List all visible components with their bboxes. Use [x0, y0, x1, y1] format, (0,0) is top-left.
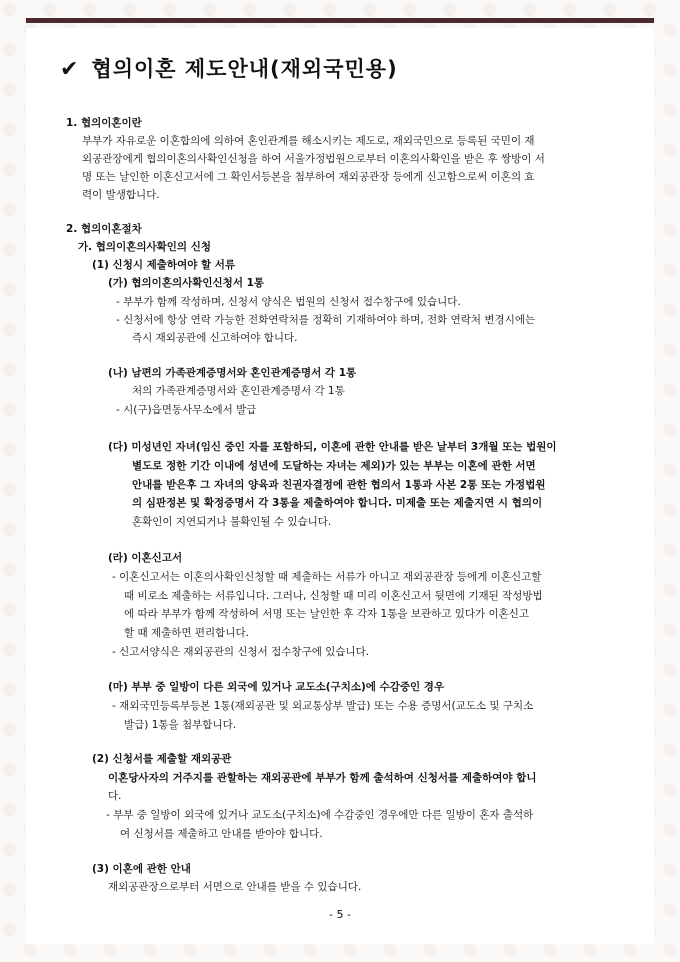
text-line: (1) 신청시 제출하여야 할 서류: [92, 259, 236, 271]
text-line: (라) 이혼신고서: [108, 552, 183, 564]
text-line: 가. 협의이혼의사확인의 신청: [78, 241, 212, 253]
text-line: 에 따라 부부가 함께 작성하여 서명 또는 날인한 후 각자 1통을 보관하고 있다가 이혼신고: [124, 608, 530, 620]
text-line: - 신고서양식은 재외공관의 신청서 접수창구에 있습니다.: [112, 646, 370, 658]
text-line: 력이 발생합니다.: [82, 189, 160, 201]
text-line: - 시(구)읍면동사무소에서 발급: [116, 404, 257, 416]
text-line: (나) 남편의 가족관계증명서와 혼인관계증명서 각 1통: [108, 367, 357, 379]
text-line: 1. 협의이혼이란: [66, 117, 142, 129]
text-line: 할 때 제출하면 편리합니다.: [124, 627, 249, 639]
page-title-text: 협의이혼 제도안내(재외국민용): [91, 57, 398, 81]
text-line: 외공관장에게 협의이혼의사확인신청을 하여 서울가정법원으로부터 이혼의사확인을 받은 후 쌍방이 서: [82, 153, 545, 165]
text-line: - 이혼신고서는 이혼의사확인신청할 때 제출하는 서류가 아니고 재외공관장 등에게 이혼신고할: [112, 571, 542, 583]
text-line: (다) 미성년인 자녀(임신 중인 자를 포함하되, 이혼에 관한 안내를 받은 날부터 3개월 또는 법원이: [108, 441, 557, 453]
text-line: - 부부 중 일방이 외국에 있거나 교도소(구치소)에 수감중인 경우에만 다른 일방이 혼자 출석하: [106, 809, 534, 821]
text-line: 부부가 자유로운 이혼합의에 의하여 혼인관계를 해소시키는 제도로, 재외국민으로 등록된 국민이 재: [82, 135, 535, 147]
text-line: 별도로 정한 기간 이내에 성년에 도달하는 자녀는 제외)가 있는 부부는 이혼에 관한 서면: [132, 460, 536, 472]
text-line: (2) 신청서를 제출할 재외공관: [92, 753, 232, 765]
text-line: - 신청서에 항상 연락 가능한 전화연락처를 정확히 기재하여야 하며, 전화 연락처 변경시에는: [116, 314, 536, 326]
text-line: 명 또는 날인한 이혼신고서에 그 확인서등본을 첨부하여 재외공관장 등에게 신고함으로써 이혼의 효: [82, 171, 535, 183]
text-line: 때 비로소 제출하는 서류입니다. 그러나, 신청할 때 미리 이혼신고서 뒷면에 기재된 작성방법: [124, 590, 543, 602]
text-line: (마) 부부 중 일방이 다른 외국에 있거나 교도소(구치소)에 수감중인 경우: [108, 681, 445, 693]
header-bar: [26, 18, 654, 23]
text-line: 재외공관장으로부터 서면으로 안내를 받을 수 있습니다.: [108, 881, 362, 893]
page-title: [60, 53, 398, 83]
check-icon: ✔: [60, 57, 80, 82]
text-line: - 부부가 함께 작성하며, 신청서 양식은 법원의 신청서 접수창구에 있습니다.: [116, 296, 461, 308]
text-line: 처의 가족관계증명서와 혼인관계증명서 각 1통: [132, 385, 345, 397]
text-line: 의 심판정본 및 확정증명서 각 3통을 제출하여야 합니다. 미제출 또는 제출지연 시 협의이: [132, 497, 543, 509]
page-number: - 5 -: [329, 908, 351, 921]
text-line: 즉시 재외공관에 신고하여야 합니다.: [132, 332, 298, 344]
text-line: 다.: [108, 790, 122, 802]
text-line: 안내를 받은후 그 자녀의 양육과 친권자결정에 관한 협의서 1통과 사본 2통 또는 가정법원: [132, 479, 546, 491]
text-line: 혼확인이 지연되거나 불확인될 수 있습니다.: [132, 516, 332, 528]
text-line: (가) 협의이혼의사확인신청서 1통: [108, 277, 265, 289]
text-line: - 재외국민등록부등본 1통(재외공관 및 외교통상부 발급) 또는 수용 증명서(교도소 및 구치소: [112, 700, 534, 712]
text-line: 이혼당사자의 거주지를 관할하는 재외공관에 부부가 함께 출석하여 신청서를 제출하여야 합니: [108, 772, 537, 784]
text-line: 여 신청서를 제출하고 안내를 받아야 합니다.: [120, 828, 323, 840]
text-line: 2. 협의이혼절차: [66, 223, 142, 235]
text-line: 발급) 1통을 첨부합니다.: [124, 719, 237, 731]
text-line: (3) 이혼에 관한 안내: [92, 863, 191, 875]
